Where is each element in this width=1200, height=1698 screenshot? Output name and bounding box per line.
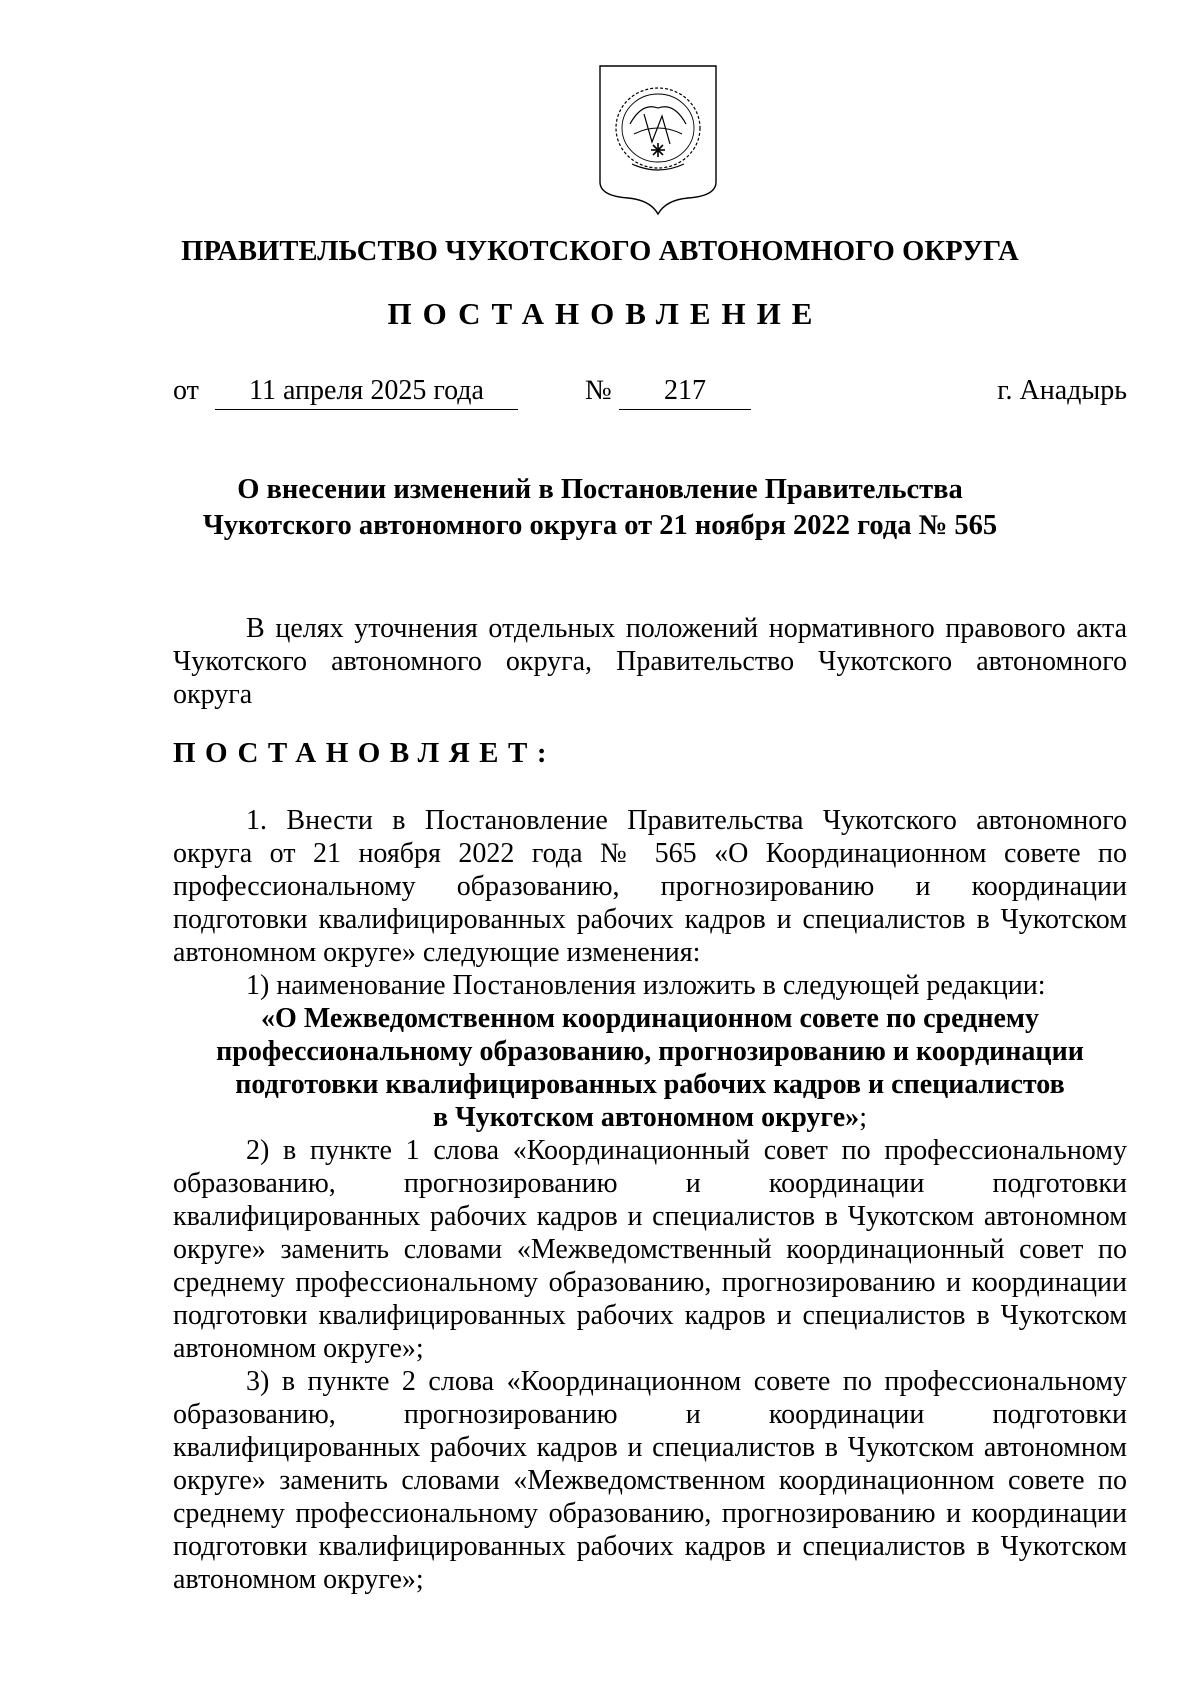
item-1: 1. Внести в Постановление Правительства Чукотского автономного округа от 21 ноября 2022 года № 565 «О Координационном совете по профессиональному образованию, прогнозированию и координации подготовки квалифицированных рабочих кадров и специалистов в Чукотском автономном округе» следующие изменения: bbox=[173, 805, 1127, 968]
new-title-line-4: в Чукотском автономном округе» bbox=[433, 1102, 860, 1133]
chukotka-coat-of-arms-icon bbox=[596, 64, 720, 216]
item-1-subitem-3: 3) в пункте 2 слова «Координационном совете по профессиональному образованию, прогнозированию и координации подготовки квалифицированных рабочих кадров и специалистов в Чукотском автономном округе» заменить словами «Межведомственном координационном совете по среднему профессиональному образованию, прогнозированию и координации подготовки квалифицированных рабочих кадров и специалистов в Чукотском автономном округе»; bbox=[173, 1366, 1127, 1595]
decree-items bbox=[173, 804, 1127, 1596]
document-date: 11 апреля 2025 года bbox=[215, 375, 518, 410]
new-title-line-1: «О Межведомственном координационном совете по среднему bbox=[261, 1003, 1039, 1034]
item-1-subitem-1: 1) наименование Постановления изложить в следующей редакции: bbox=[246, 970, 1046, 1001]
preamble bbox=[173, 612, 1127, 711]
new-title-line-3: подготовки квалифицированных рабочих кадров и специалистов bbox=[235, 1069, 1065, 1100]
new-title-line-2: профессиональному образованию, прогнозированию и координации bbox=[216, 1036, 1084, 1067]
number-sign: № bbox=[585, 375, 612, 406]
item-1-subitem-2: 2) в пункте 1 слова «Координационный совет по профессиональному образованию, прогнозированию и координации подготовки квалифицированных рабочих кадров и специалистов в Чукотском автономном округе» заменить словами «Межведомственный координационный совет по среднему профессиональному образованию, прогнозированию и координации подготовки квалифицированных рабочих кадров и специалистов в Чукотском автономном округе»; bbox=[173, 1135, 1127, 1364]
new-title-end: ; bbox=[859, 1102, 867, 1133]
decree-word: ПОСТАНОВЛЯЕТ: bbox=[173, 737, 556, 769]
preamble-text: В целях уточнения отдельных положений нормативного правового акта Чукотского автономного округа, Правительство Чукотского автономного округа bbox=[173, 613, 1127, 710]
subject-line-2: Чукотского автономного округа от 21 ноября 2022 года № 565 bbox=[202, 510, 998, 541]
document-number: 217 bbox=[619, 375, 751, 410]
document-subject bbox=[0, 472, 1200, 544]
document-city: г. Анадырь bbox=[997, 375, 1127, 406]
document-meta bbox=[173, 375, 1127, 415]
subject-line-1: О внесении изменений в Постановление Правительства bbox=[237, 474, 963, 505]
government-title: ПРАВИТЕЛЬСТВО ЧУКОТСКОГО АВТОНОМНОГО ОКРУГА bbox=[181, 236, 1019, 267]
date-prefix: от bbox=[173, 375, 199, 406]
document-type: ПОСТАНОВЛЕНИЕ bbox=[387, 296, 824, 331]
new-title bbox=[173, 1002, 1127, 1134]
